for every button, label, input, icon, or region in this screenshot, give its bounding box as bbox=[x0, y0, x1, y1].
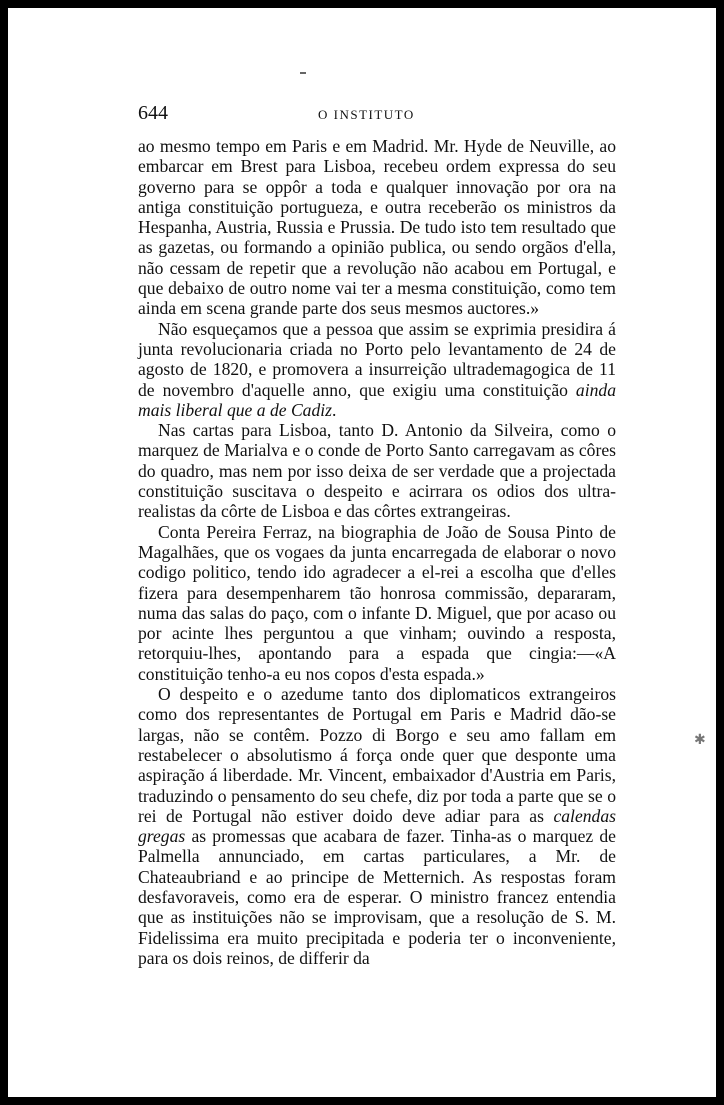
text-segment: ao mesmo tempo em Paris e em Madrid. Mr. Hyde de Neuville, ao embarcar em Brest para Lisboa, recebeu ordem expressa do seu governo para se oppôr a toda e qualquer innovação por ora na antiga constituição portugueza, e outra receberão os ministros da Hespanha, Austria, Russia e Prussia. De tudo isto tem resultado que as gazetas, ou formando a opinião publica, ou sendo orgãos d'ella, não cessam de repetir que a revolução não acabou em Portugal, e que debaixo de outro nome vai ter a mesma constituição, como tem ainda em scena grande parte dos seus mesmos auctores.» bbox=[138, 136, 616, 319]
italic-text: calendas gregas bbox=[138, 805, 616, 847]
print-mark bbox=[300, 72, 306, 74]
paragraph bbox=[138, 684, 616, 968]
paragraph bbox=[138, 136, 616, 319]
paragraph bbox=[138, 420, 616, 521]
italic-text: ainda mais liberal que a de Cadiz bbox=[138, 379, 616, 420]
text-segment: Nas cartas para Lisboa, tanto D. Antonio da Silveira, como o marquez de Marialva e o conde de Porto Santo carregavam as côres do quadro, mas nem por isso deixa de ser verdade que a projectada constituição suscitava o despeito e acirrara os odios dos ultra-realistas da côrte de Lisboa e das côrtes extrangeiras. bbox=[138, 420, 616, 522]
page-header bbox=[138, 102, 618, 130]
text-segment: O despeito e o azedume tanto dos diplomaticos extrangeiros como dos representantes de Portugal em Paris e Madrid dão-se largas, não se contêm. Pozzo di Borgo e seu amo fallam em restabelecer o absolutismo á força onde quer que desponte uma aspiração á liberdade. Mr. Vincent, embaixador d'Austria em Paris, traduzindo o pensamento do seu chefe, diz por toda a parte que se o rei de Portugal não estiver doido deve adiar para as bbox=[138, 684, 616, 826]
paragraph bbox=[138, 319, 616, 420]
margin-asterisk-icon: ✱ bbox=[694, 732, 706, 748]
book-page bbox=[8, 8, 716, 1097]
text-segment: as promessas que acabara de fazer. Tinha-as o marquez de Palmella annunciado, em cartas particulares, a Mr. de Chateaubriand e ao principe de Metternich. As respostas foram desfavoraveis, como era de esperar. O ministro francez entendia que as instituições não se improvisam, que a resolução de S. M. Fidelissima era muito precipitada e poderia ter o inconveniente, para os dois reinos, de differir da bbox=[138, 826, 616, 968]
text-segment: Não esqueçamos que a pessoa que assim se exprimia presidira á junta revolucionaria criada no Porto pelo levantamento de 24 de agosto de 1820, e promovera a insurreição ultrademagogica de 11 de novembro d'aquelle anno, que exigiu uma constituição bbox=[138, 318, 616, 400]
running-title: O INSTITUTO bbox=[318, 107, 415, 122]
body-text bbox=[138, 136, 616, 968]
paragraph bbox=[138, 522, 616, 684]
text-segment: Conta Pereira Ferraz, na biographia de João de Sousa Pinto de Magalhães, que os vogaes da junta encarregada de elaborar o novo codigo politico, tendo ido agradecer a el-rei a escolha que d'elles fizera para desempenharem tão honrosa commissão, depararam, numa das salas do paço, com o infante D. Miguel, que por acaso ou por acinte lhes perguntou a que vinham; ouvindo a resposta, retorquiu-lhes, apontando para a espada que cingia:—«A constituição tenho-a eu nos copos d'esta espada.» bbox=[138, 521, 616, 684]
page-number: 644 bbox=[138, 102, 168, 124]
text-segment: . bbox=[332, 399, 337, 420]
